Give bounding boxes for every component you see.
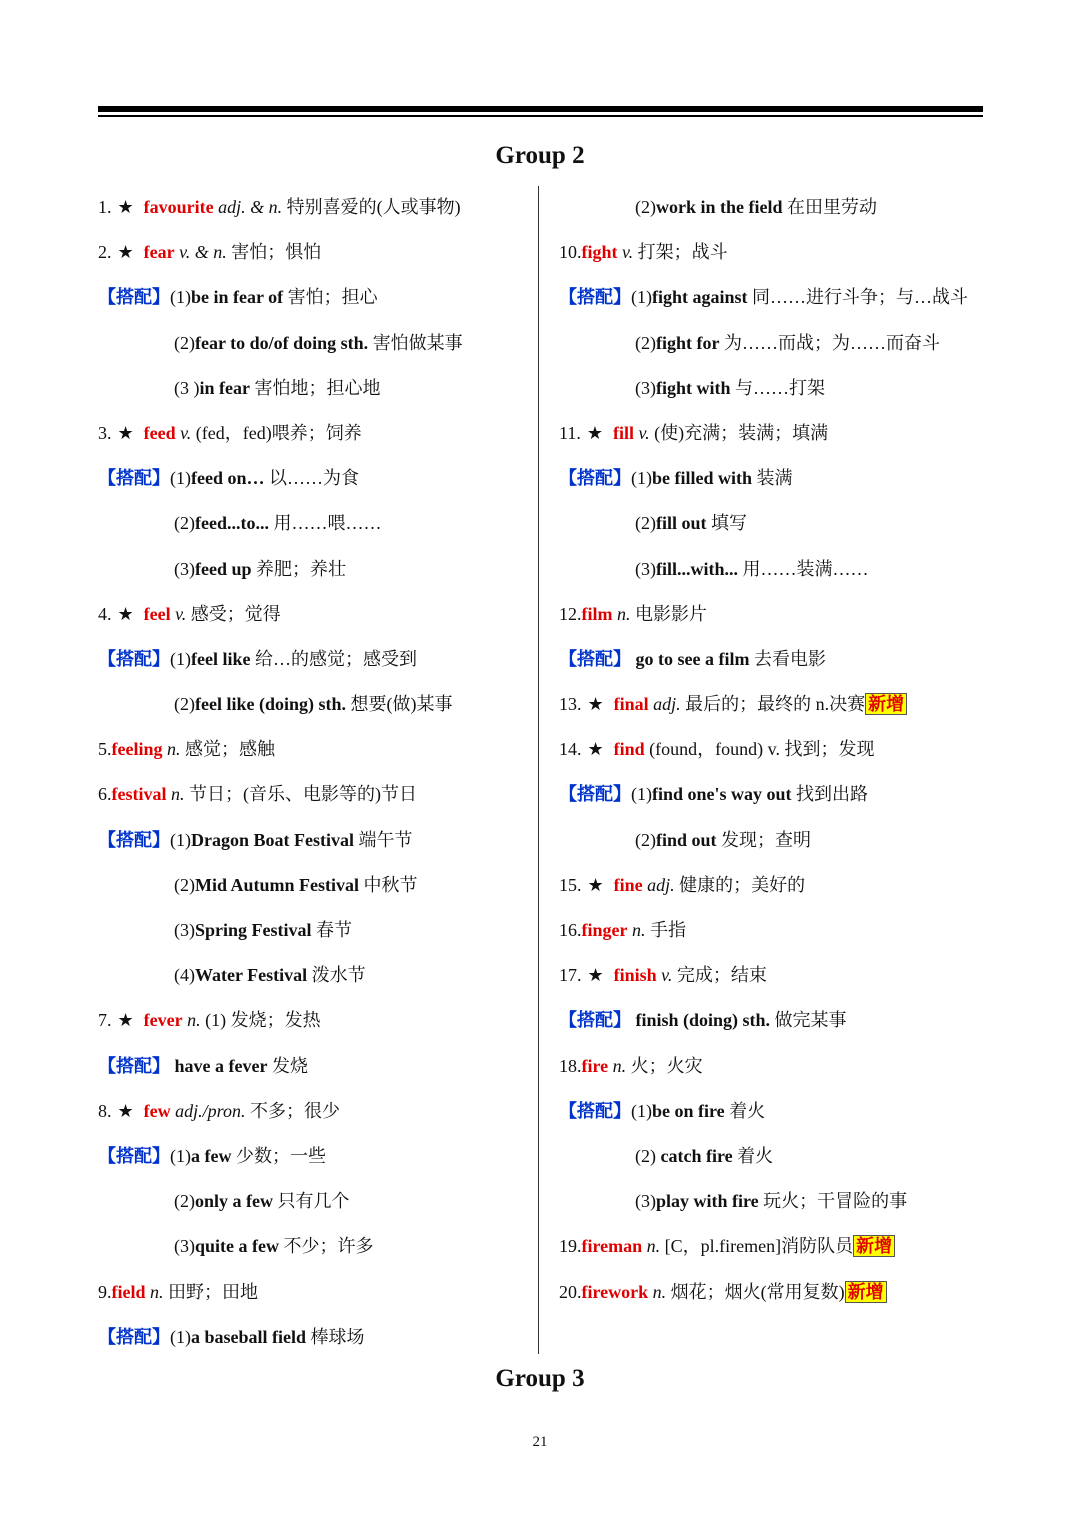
- part-of-speech: n.: [631, 920, 646, 940]
- collocation-line: [98, 1139, 528, 1184]
- item-number: (3 ): [174, 377, 200, 398]
- headword: feeling: [111, 739, 163, 760]
- collocation-line: [98, 1320, 528, 1365]
- collocation-subline: [559, 1184, 989, 1229]
- definition: 以……为食: [269, 468, 359, 489]
- star-icon: ★: [586, 422, 603, 443]
- definition: 想要(做)某事: [350, 694, 453, 715]
- definition: 害怕地；担心地: [254, 377, 381, 398]
- collocation-subline: [559, 190, 989, 235]
- vocab-entry: [559, 913, 989, 958]
- definition: 打架；战斗: [637, 242, 728, 263]
- part-of-speech: n.: [187, 1010, 201, 1031]
- item-number: (4): [174, 965, 195, 986]
- phrase: fight for: [656, 332, 720, 353]
- item-number: (1): [631, 1100, 652, 1121]
- phrase: a baseball field: [191, 1326, 307, 1347]
- vocab-entry: [559, 868, 989, 913]
- phrase: fight with: [656, 377, 731, 398]
- part-of-speech: n.: [150, 1281, 164, 1302]
- phrase: feed...to...: [195, 513, 269, 534]
- definition: 不多；很少: [249, 1100, 340, 1121]
- vocab-entry: [98, 732, 528, 777]
- item-number: (2): [635, 829, 656, 850]
- definition: (1) 发烧；发热: [205, 1010, 321, 1031]
- collocation-tag: 【搭配】: [98, 287, 170, 308]
- collocation-subline: [559, 326, 989, 371]
- vocab-entry: [98, 777, 528, 822]
- collocation-subline: [98, 371, 528, 416]
- phrase: Spring Festival: [195, 920, 312, 940]
- definition: 春节: [316, 920, 353, 940]
- vocab-entry: [559, 416, 989, 461]
- item-number: (2): [174, 874, 195, 895]
- vocab-entry: [559, 958, 989, 1003]
- definition: 田野；田地: [168, 1281, 258, 1302]
- entry-number: 1.: [98, 197, 112, 217]
- phrase: feed on…: [191, 468, 265, 489]
- part-of-speech: adj./pron.: [175, 1100, 246, 1121]
- phrase: quite a few: [195, 1236, 279, 1257]
- headword: fear: [143, 242, 175, 263]
- definition: 着火: [729, 1100, 766, 1121]
- definition: 玩火；干冒险的事: [763, 1191, 908, 1212]
- group-title: Group 2: [495, 142, 585, 169]
- vocab-entry: [98, 416, 528, 461]
- item-number: (1): [170, 287, 191, 308]
- definition: 端午节: [358, 829, 413, 850]
- collocation-line: [559, 280, 989, 325]
- definition: 给…的感觉；感受到: [254, 648, 417, 669]
- collocation-subline: [559, 823, 989, 868]
- definition: 做完某事: [774, 1010, 847, 1031]
- item-number: (3): [174, 558, 195, 579]
- definition: (使)充满；装满；填满: [654, 422, 829, 443]
- definition: 节日；(音乐、电影等的)节日: [188, 784, 417, 805]
- star-icon: ★: [117, 603, 134, 624]
- collocation-tag: 【搭配】: [98, 1145, 170, 1166]
- definition: 养肥；养壮: [256, 558, 347, 579]
- star-icon: ★: [587, 874, 604, 895]
- vocab-entry: [98, 190, 528, 235]
- collocation-subline: [559, 371, 989, 416]
- phrase: catch fire: [660, 1145, 733, 1166]
- item-number: (1): [631, 287, 652, 308]
- item-number: (3): [635, 558, 656, 579]
- headword: final: [613, 694, 649, 715]
- right-column: [559, 190, 989, 1320]
- star-icon: ★: [587, 739, 604, 760]
- part-of-speech: n.: [167, 739, 181, 760]
- collocation-subline: [98, 552, 528, 597]
- vocab-entry: [559, 1049, 989, 1094]
- definition: (found，found) v. 找到；发现: [649, 739, 875, 760]
- collocation-subline: [559, 1139, 989, 1184]
- item-number: (2): [174, 332, 195, 353]
- definition: 着火: [737, 1145, 774, 1166]
- item-number: (2): [174, 694, 195, 715]
- vocab-entry: [559, 1229, 989, 1274]
- item-number: (1): [170, 468, 191, 489]
- vocab-entry: [559, 687, 989, 732]
- phrase: Water Festival: [195, 965, 308, 986]
- vocab-entry: [98, 597, 528, 642]
- definition: 棒球场: [310, 1326, 365, 1347]
- vocab-entry: [559, 732, 989, 777]
- headword: fireman: [581, 1236, 643, 1257]
- definition: 电影影片: [635, 603, 707, 624]
- item-number: (1): [631, 784, 652, 805]
- collocation-tag: 【搭配】: [98, 1326, 170, 1347]
- collocation-tag: 【搭配】: [98, 648, 170, 669]
- entry-number: 18.: [559, 1055, 582, 1076]
- entry-number: 12.: [559, 603, 582, 624]
- item-number: (2): [635, 1145, 661, 1166]
- entry-number: 15.: [559, 874, 582, 895]
- phrase: be on fire: [652, 1100, 725, 1121]
- definition: 害怕做某事: [372, 332, 463, 353]
- header-rule-thick: [98, 106, 983, 112]
- headword: fill: [612, 422, 634, 443]
- part-of-speech: adj.: [653, 694, 681, 715]
- column-divider: [538, 186, 539, 1354]
- definition: 发现；查明: [721, 829, 812, 850]
- part-of-speech: v.: [661, 965, 673, 986]
- headword: fine: [613, 874, 643, 895]
- headword: field: [111, 1281, 146, 1302]
- item-number: (2): [635, 513, 656, 534]
- collocation-tag: 【搭配】: [559, 784, 631, 805]
- phrase: Dragon Boat Festival: [191, 829, 354, 850]
- left-column: [98, 190, 528, 1365]
- definition: 最后的；最终的 n.决赛: [685, 694, 866, 715]
- definition: 健康的；美好的: [679, 874, 806, 895]
- item-number: (2): [635, 332, 656, 353]
- star-icon: ★: [587, 694, 604, 715]
- part-of-speech: v.: [638, 422, 650, 443]
- item-number: (1): [631, 468, 652, 489]
- phrase: work in the field: [656, 197, 783, 217]
- star-icon: ★: [117, 422, 134, 443]
- phrase: find one's way out: [652, 784, 792, 805]
- definition: [C，pl.firemen]消防队员: [664, 1236, 854, 1257]
- definition: (fed，fed)喂养；饲养: [195, 422, 362, 443]
- collocation-line: [559, 642, 989, 687]
- definition: 完成；结束: [676, 965, 767, 986]
- definition: 与……打架: [735, 377, 826, 398]
- definition: 找到出路: [796, 784, 869, 805]
- phrase: feel like: [191, 648, 251, 669]
- phrase: play with fire: [656, 1191, 759, 1212]
- phrase: fill out: [656, 513, 707, 534]
- collocation-tag: 【搭配】: [98, 468, 170, 489]
- vocab-entry: [98, 1275, 528, 1320]
- collocation-line: [98, 1049, 528, 1094]
- collocation-subline: [98, 326, 528, 371]
- collocation-subline: [98, 1184, 528, 1229]
- star-icon: ★: [117, 197, 134, 217]
- collocation-line: [559, 1094, 989, 1139]
- phrase: in fear: [199, 377, 250, 398]
- headword: find: [613, 739, 645, 760]
- part-of-speech: n.: [617, 603, 631, 624]
- item-number: (1): [170, 648, 191, 669]
- part-of-speech: v.: [175, 603, 187, 624]
- headword: feel: [143, 603, 171, 624]
- phrase: Mid Autumn Festival: [195, 874, 360, 895]
- headword: feed: [143, 422, 176, 443]
- definition: 装满: [756, 468, 793, 489]
- header-rule-thin: [98, 115, 983, 117]
- star-icon: ★: [117, 242, 134, 263]
- definition: 感觉；感触: [185, 739, 275, 760]
- collocation-line: [98, 461, 528, 506]
- phrase: be filled with: [652, 468, 753, 489]
- collocation-tag: 【搭配】: [559, 1010, 631, 1031]
- phrase: be in fear of: [191, 287, 284, 308]
- definition: 只有几个: [277, 1191, 350, 1212]
- headword: firework: [581, 1281, 649, 1302]
- headword: finish: [613, 965, 657, 986]
- phrase: finish (doing) sth.: [635, 1010, 771, 1031]
- item-number: (1): [170, 1145, 191, 1166]
- definition: 烟花；烟火(常用复数): [670, 1281, 845, 1302]
- definition: 泼水节: [311, 965, 366, 986]
- entry-number: 14.: [559, 739, 582, 760]
- entry-number: 11.: [559, 422, 581, 443]
- definition: 手指: [649, 920, 686, 940]
- item-number: (2): [174, 513, 195, 534]
- item-number: (2): [635, 197, 656, 217]
- part-of-speech: adj.: [647, 874, 675, 895]
- new-badge: 新增: [853, 1235, 895, 1257]
- new-badge: 新增: [845, 1281, 887, 1303]
- definition: 去看电影: [753, 648, 826, 669]
- part-of-speech: v.: [622, 242, 634, 263]
- collocation-subline: [98, 913, 528, 958]
- definition: 为……而战；为……而奋斗: [723, 332, 940, 353]
- phrase: feel like (doing) sth.: [195, 694, 346, 715]
- definition: 害怕；担心: [287, 287, 378, 308]
- collocation-subline: [98, 506, 528, 551]
- item-number: (3): [635, 377, 656, 398]
- phrase: fear to do/of doing sth.: [195, 332, 369, 353]
- collocation-subline: [559, 506, 989, 551]
- vocab-entry: [98, 1094, 528, 1139]
- phrase: find out: [656, 829, 717, 850]
- star-icon: ★: [117, 1100, 134, 1121]
- definition: 少数；一些: [235, 1145, 326, 1166]
- collocation-subline: [98, 868, 528, 913]
- definition: 同……进行斗争；与…战斗: [752, 287, 969, 308]
- new-badge: 新增: [865, 693, 907, 715]
- collocation-line: [98, 280, 528, 325]
- phrase: go to see a film: [635, 648, 750, 669]
- vocab-entry: [559, 597, 989, 642]
- entry-number: 7.: [98, 1010, 112, 1031]
- phrase: only a few: [195, 1191, 273, 1212]
- collocation-tag: 【搭配】: [559, 287, 631, 308]
- vocab-entry: [559, 235, 989, 280]
- item-number: (2): [174, 1191, 195, 1212]
- headword: festival: [111, 784, 167, 805]
- definition: 用……喂……: [273, 513, 382, 534]
- definition: 火；火灾: [630, 1055, 703, 1076]
- entry-number: 4.: [98, 603, 112, 624]
- collocation-subline: [98, 958, 528, 1003]
- phrase: a few: [191, 1145, 232, 1166]
- entry-number: 3.: [98, 422, 112, 443]
- item-number: (1): [170, 1326, 191, 1347]
- definition: 用……装满……: [742, 558, 869, 579]
- next-group-title: Group 3: [495, 1365, 585, 1392]
- collocation-line: [98, 642, 528, 687]
- headword: film: [581, 603, 613, 624]
- collocation-tag: 【搭配】: [98, 1055, 170, 1076]
- phrase: fill...with...: [656, 558, 739, 579]
- part-of-speech: v.: [180, 422, 192, 443]
- star-icon: ★: [117, 1010, 134, 1031]
- headword: favourite: [143, 197, 214, 217]
- part-of-speech: v. & n.: [179, 242, 227, 263]
- page-number: 21: [532, 1434, 548, 1450]
- definition: 害怕；惧怕: [231, 242, 322, 263]
- collocation-line: [559, 461, 989, 506]
- entry-number: 8.: [98, 1100, 112, 1121]
- entry-number: 6.: [98, 784, 112, 805]
- definition: 不少；许多: [283, 1236, 374, 1257]
- collocation-line: [98, 823, 528, 868]
- phrase: have a fever: [174, 1055, 268, 1076]
- definition: 在田里劳动: [787, 197, 878, 217]
- part-of-speech: n.: [170, 784, 185, 805]
- collocation-line: [559, 1003, 989, 1048]
- item-number: (3): [635, 1191, 656, 1212]
- vocab-entry: [98, 1003, 528, 1048]
- headword: few: [143, 1100, 171, 1121]
- star-icon: ★: [587, 965, 604, 986]
- vocab-entry: [98, 235, 528, 280]
- part-of-speech: n.: [652, 1281, 667, 1302]
- entry-number: 9.: [98, 1281, 112, 1302]
- vocab-entry: [559, 1275, 989, 1320]
- headword: fire: [581, 1055, 609, 1076]
- definition: 中秋节: [363, 874, 418, 895]
- entry-number: 13.: [559, 694, 582, 715]
- collocation-subline: [98, 1229, 528, 1274]
- entry-number: 5.: [98, 739, 112, 760]
- collocation-tag: 【搭配】: [559, 468, 631, 489]
- collocation-subline: [559, 552, 989, 597]
- part-of-speech: adj. & n.: [218, 197, 283, 217]
- item-number: (3): [174, 920, 195, 940]
- headword: fever: [143, 1010, 183, 1031]
- item-number: (1): [170, 829, 191, 850]
- phrase: feed up: [195, 558, 252, 579]
- collocation-tag: 【搭配】: [98, 829, 170, 850]
- collocation-tag: 【搭配】: [559, 1100, 631, 1121]
- phrase: fight against: [652, 287, 748, 308]
- collocation-line: [559, 777, 989, 822]
- part-of-speech: n.: [646, 1236, 661, 1257]
- definition: 特别喜爱的(人或事物): [286, 197, 461, 217]
- definition: 感受；觉得: [190, 603, 281, 624]
- entry-number: 16.: [559, 920, 582, 940]
- headword: finger: [581, 920, 628, 940]
- part-of-speech: n.: [612, 1055, 627, 1076]
- definition: 填写: [711, 513, 748, 534]
- collocation-subline: [98, 687, 528, 732]
- entry-number: 19.: [559, 1236, 582, 1257]
- entry-number: 20.: [559, 1281, 582, 1302]
- headword: fight: [581, 242, 618, 263]
- entry-number: 17.: [559, 965, 582, 986]
- entry-number: 10.: [559, 242, 582, 263]
- collocation-tag: 【搭配】: [559, 648, 631, 669]
- entry-number: 2.: [98, 242, 112, 263]
- definition: 发烧: [271, 1055, 308, 1076]
- item-number: (3): [174, 1236, 195, 1257]
